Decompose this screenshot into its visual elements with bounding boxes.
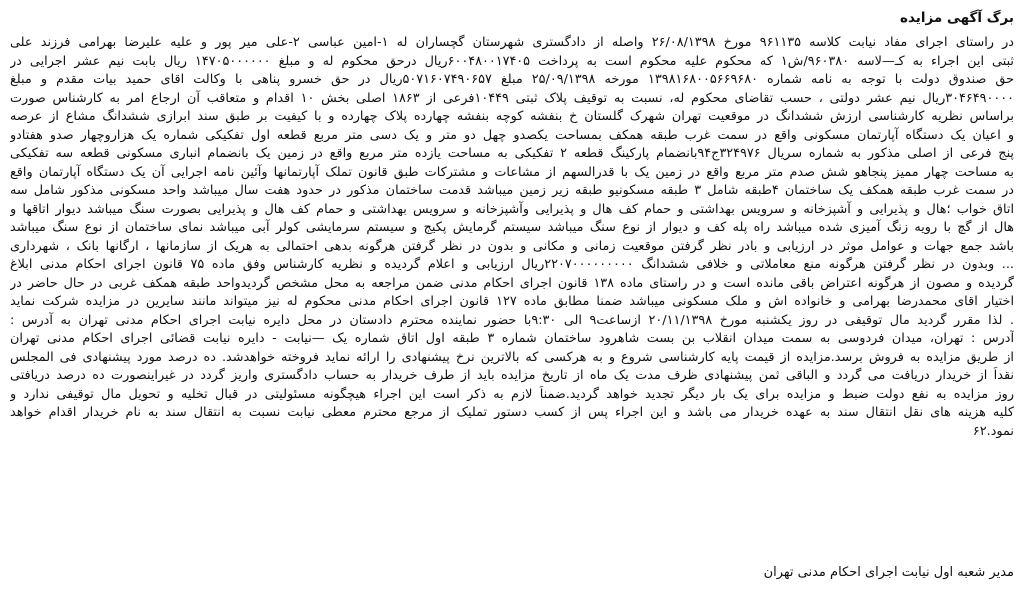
body-line: ثبتی این اجراء به کـ—لاسه ۹۶۰۳۸۰/ش۱ که محکوم علیه محکوم است به پرداخت ۶۰۰۴۸۰۰۱۷۴۰۵ریال درحق محکوم له و مبلغ ۱۴۷۰۵۰۰۰۰۰۰ ریال بابت نیم عشر اجرایی در xyxy=(10,53,1014,69)
body-line: و اعیان یک دستگاه آپارتمان مسکونی واقع در سمت غرب طبقه همکف بمساحت یکصدو چهل دو متر و یک دسی متر مربع قطعه اول تفکیکی شماره یک هزاروچهار صدو هفتادو xyxy=(10,127,1014,143)
body-line: کلیه هزینه های نقل انتقال سند به عهده خریدار می باشد و این اجراء پس از کسب دستور تملیک از مرجع محترم معطی نیابت نسبت به انتقال سند به نام خریدار اقدام خواهد xyxy=(10,405,1014,420)
body-line: در سمت غرب طبقه همکف یک ساختمان ۴طبقه شامل ۳ طبقه مسکونیو طبقه زیر زمین میباشد قدمت ساختمان مذکور در حدود هفت سال میباشد واحد مسکونی مذکور شامل سه xyxy=(10,183,1014,198)
signature-line: مدیر شعبه اول نیابت اجرای احکام مدنی تهران xyxy=(763,565,1014,580)
body-line: حق صندوق دولت با توجه به نامه شماره ۱۳۹۸۱۶۸۰۰۵۶۶۹۶۸۰ مورخه ۲۵/۰۹/۱۳۹۸ مبلغ ۵۰۷۱۶۰۷۴۹۰۶۵۷ریال در حق خسرو پناهی با وکالت اقای حمید بیات مقدم و مبلغ xyxy=(10,72,1014,87)
body-line: از طریق مزایده به فروش برسد.مزایده از قیمت پایه کارشناسی شروع و به هرکسی که بالاترین نرخ پیشنهادی را ارائه نماید فروخته خواهدشد. ده درصد مورد پیشنهادی فی المجلس xyxy=(10,349,1014,365)
body-line: در راستای اجرای مفاد نیابت کلاسه ۹۶۱۱۳۵ مورخ ۲۶/۰۸/۱۳۹۸ واصله از دادگستری شهرستان گچساران له ۱-امین عباسی ۲-علی میر پور و علیه علیرضا بهرامی فرزند علی xyxy=(10,35,1014,50)
body-line: نقداً از خریدار دریافت می گردد و الباقی ثمن پیشنهادی ظرف مدت یک ماه از تاریخ مزایده باید از طرف خریدار به حساب دادگستری واریز گردد در غیراینصورت ده درصد دریافتی xyxy=(10,368,1014,383)
body-line: باشد جمع جهات و عوامل موثر در ارزیابی و بادر نظر گرفتن موقعیت زمانی و مکانی و بدون در نظر گرفتن هرگونه بدهی احتمالی به هریک از سازمانها ، ارگانها بانک ، شهرداری xyxy=(10,238,1014,254)
body-line: اختیار اقای محمدرضا بهرامی و خانواده اش و ملک مسکونی میباشد ضمنا مطابق ماده ۱۲۷ قانون اجرای احکام مدنی محکوم له نیز میتواند مانند سایرین در مزایده شرکت نماید xyxy=(10,294,1014,309)
body-line: گردیده و مصون از هرگونه اعتراض باقی مانده است و در راستای ماده ۱۳۸ قانون اجرای احکام مدنی ضمن مراجعه به محل مشخص گردیدواحد طبقه همکف غربی در حال حاضر در xyxy=(10,275,1014,291)
body-line: هال از گچ با رویه زنگ آمیزی شده میباشد راه پله کف و دیوار از نوع سنگ میباشد سیستم گرمایش پکیج و سیستم سرمایشی کولر آبی میباشد نمای ساختمان از نوع سنگ میباشد xyxy=(10,220,1014,235)
body-line: آدرس : تهران، میدان فردوسی به سمت میدان انقلاب بن بست شاهرود ساختمان شماره ۳ طبقه اول اتاق شماره یک —نیابت - دایره نیابت قضائی اجرای احکام مدنی تهران xyxy=(10,331,1014,346)
body-line: پنج فرعی از اصلی مذکور به شماره سریال ۳۲۴۹۷۶ج۹۴بانضمام پارکینگ قطعه ۲ تفکیکی به مساحت یازده متر مربع واقع در زمین یک بانضمام انباری مسکونی قطعه سه تفکیکی xyxy=(10,146,1014,161)
body-line: به مساحت چهار ممیز پنجاهو شش صدم متر مربع واقع در زمین یک با قدرالسهم از مشاعات و مشترکات طبق قانون تملک آپارتمانها وآئین نامه اجرایی آن یک دستگاه آپارتمان واقع xyxy=(10,164,1014,180)
body-line: روز مزایده به نفع دولت ضبط و مزایده برای یک بار دیگر تجدید خواهد گردید.ضمناً لازم به ذکر است این اجراء هیچگونه مسئولیتی در قبال تخلیه و تحویل مال توقیفی ندارد و xyxy=(10,386,1014,402)
document-body xyxy=(10,34,1014,441)
document-title: برگ آگهی مزایده xyxy=(900,10,1014,26)
body-line: ۳۰۴۶۴۹۰۰۰۰ریال نیم عشر دولتی ، حسب تقاضای محکوم له، نسبت به توقیف پلاک ثبتی ۱۰۴۴۹فرعی از ۱۸۶۳ اصلی بخش ۱۰ اقدام و متعاقب آن ارجاع امر به کارشناس صورت xyxy=(10,90,1014,106)
body-line: . لذا مقرر گردید مال توقیفی در روز یکشنبه مورخ ۲۰/۱۱/۱۳۹۸ ازساعت۹ الی ۹:۳۰با حضور نماینده محترم دادستان در محل دایره نیابت اجرای احکام مدنی تهران به آدرس : xyxy=(10,312,1014,328)
body-line: ... وبدون در نظر گرفتن هرگونه منع معاملاتی و خلافی ششدانگ ۲۲۰۷۰۰۰۰۰۰۰۰۰ریال ارزیابی و اعلام گردیده و نظریه کارشناس وفق ماده ۷۵ قانون اجرای احکام مدنی ابلاغ xyxy=(10,257,1014,272)
body-line: براساس نظریه کارشناسی ارزش ششدانگ در موقعیت تهران شهرک گلستان خ بنفشه کوچه بنفشه چهارده پلاک چهارده و با کیفیت بر طبق سند ابرازی ششدانگ مشاع از عرصه xyxy=(10,109,1014,124)
body-line: نمود.۶۲ xyxy=(972,423,1014,439)
body-line: اتاق خواب ؛هال و پذیرایی و آشپزخانه و سرویس بهداشتی و حمام کف هال و پذیرایی وآشپزخانه و سرویس بهداشتی و حمام کف هال و پذیرایی بصورت سنگ میباشد دیوار اتاقها و xyxy=(10,201,1014,217)
